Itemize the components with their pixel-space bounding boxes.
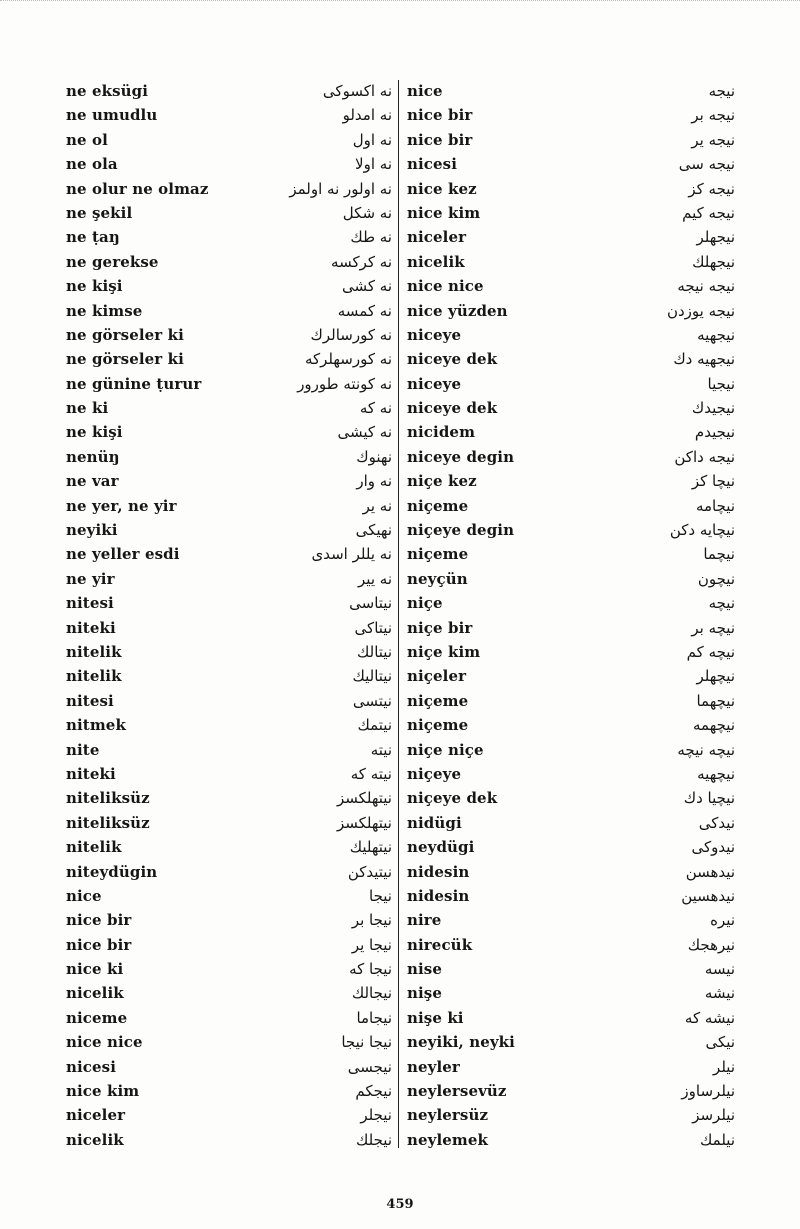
dictionary-entry	[407, 786, 735, 810]
entry-latin: nitesi	[66, 691, 114, 710]
entry-arabic: نيتيدكن	[347, 862, 392, 881]
dictionary-entry	[407, 152, 735, 176]
entry-arabic: نيتهلكسز	[336, 813, 392, 832]
entry-arabic: نه شكل	[342, 203, 392, 222]
entry-arabic: نه كورسهلركه	[304, 350, 392, 369]
entry-latin: neyiki, neyki	[407, 1033, 515, 1052]
dictionary-entry	[66, 591, 396, 615]
entry-arabic: نيتاسى	[349, 594, 392, 613]
entry-latin: niçeye dek	[407, 789, 498, 808]
right-column	[407, 79, 735, 1152]
dictionary-entry	[407, 1055, 735, 1079]
entry-latin: nişe ki	[407, 1008, 464, 1027]
dictionary-entry	[66, 445, 396, 469]
dictionary-entry	[66, 79, 396, 103]
entry-arabic: نه يير	[358, 569, 392, 588]
entry-arabic: نيجكم	[355, 1082, 392, 1101]
column-divider	[398, 80, 399, 1148]
entry-arabic: نيچهمه	[692, 716, 735, 735]
entry-latin: nice bir	[66, 935, 132, 954]
entry-arabic: نيجه يوزدن	[666, 301, 735, 320]
entry-arabic: نيتسى	[352, 691, 392, 710]
dictionary-entry	[407, 396, 735, 420]
entry-arabic: نيچه نيچه	[677, 740, 735, 759]
entry-arabic: نيجيدم	[694, 423, 735, 442]
entry-latin: nice	[66, 886, 102, 905]
entry-latin: nice ki	[66, 960, 124, 979]
dictionary-entry	[66, 933, 396, 957]
dictionary-entry	[66, 396, 396, 420]
entry-latin: ne kişi	[66, 423, 123, 442]
entry-arabic: نيجاما	[356, 1008, 392, 1027]
entry-latin: nice nice	[66, 1033, 143, 1052]
dictionary-entry	[407, 664, 735, 688]
dictionary-entry	[66, 250, 396, 274]
entry-arabic: نيتاليك	[352, 667, 392, 686]
dictionary-entry	[66, 811, 396, 835]
dictionary-entry	[66, 299, 396, 323]
entry-arabic: نيجهيه دك	[673, 350, 735, 369]
entry-latin: niçeme	[407, 545, 469, 564]
entry-arabic: نيلر	[713, 1057, 735, 1076]
entry-latin: ne umudlu	[66, 106, 158, 125]
entry-arabic: نيتاكى	[354, 618, 392, 637]
entry-latin: nice bir	[407, 106, 473, 125]
entry-latin: niçeler	[407, 667, 467, 686]
dictionary-entry	[66, 981, 396, 1005]
entry-latin: niceye dek	[407, 399, 498, 418]
entry-arabic: نيدهسين	[681, 886, 735, 905]
dictionary-entry	[407, 640, 735, 664]
entry-arabic: نه كه	[359, 399, 392, 418]
entry-latin: niçeme	[407, 496, 469, 515]
page-top-edge	[0, 0, 800, 11]
entry-latin: niceme	[66, 1008, 128, 1027]
entry-latin: nice nice	[407, 277, 484, 296]
entry-arabic: نه اول	[352, 130, 392, 149]
dictionary-entry	[407, 469, 735, 493]
entry-latin: nicidem	[407, 423, 476, 442]
entry-arabic: نيچهلر	[696, 667, 735, 686]
entry-latin: niteliksüz	[66, 813, 150, 832]
entry-latin: nice bir	[407, 130, 473, 149]
dictionary-entry	[66, 1079, 396, 1103]
dictionary-entry	[66, 640, 396, 664]
entry-latin: ne şekil	[66, 203, 133, 222]
dictionary-entry	[66, 689, 396, 713]
entry-arabic: نيچما	[703, 545, 735, 564]
entry-arabic: نيرهجك	[687, 935, 735, 954]
entry-arabic: نيجالك	[351, 984, 392, 1003]
entry-arabic: نيچا كز	[691, 472, 735, 491]
dictionary-entry	[407, 372, 735, 396]
dictionary-entry	[407, 567, 735, 591]
entry-arabic: نهنوك	[356, 447, 392, 466]
dictionary-entry	[66, 542, 396, 566]
entry-arabic: نه طك	[350, 228, 392, 247]
entry-latin: ne yir	[66, 569, 115, 588]
entry-arabic: نيچه	[708, 594, 735, 613]
entry-arabic: نيكى	[705, 1033, 735, 1052]
dictionary-entry	[407, 103, 735, 127]
entry-arabic: نيجه	[708, 82, 735, 100]
dictionary-entry	[66, 957, 396, 981]
entry-latin: neylersevüz	[407, 1082, 507, 1101]
entry-latin: niçeme	[407, 691, 469, 710]
entry-arabic: نيجه نيجه	[677, 277, 735, 296]
entry-arabic: نيتهلكسز	[336, 789, 392, 808]
entry-arabic: نيدهسن	[685, 862, 735, 881]
dictionary-entry	[407, 1079, 735, 1103]
entry-arabic: نيسه	[704, 960, 735, 979]
entry-arabic: نيجا ير	[351, 935, 392, 954]
entry-arabic: نه كمسه	[337, 301, 392, 320]
entry-latin: neyiki	[66, 521, 118, 540]
dictionary-entry	[407, 347, 735, 371]
entry-latin: niteliksüz	[66, 789, 150, 808]
dictionary-entry	[66, 128, 396, 152]
entry-arabic: نيجه كز	[688, 179, 735, 198]
dictionary-entry	[66, 1128, 396, 1152]
dictionary-entry	[407, 79, 735, 103]
dictionary-entry	[66, 738, 396, 762]
entry-latin: nice	[407, 82, 443, 100]
entry-arabic: نيجهلر	[696, 228, 735, 247]
entry-arabic: نيتهليك	[349, 838, 392, 857]
entry-arabic: نيلرسز	[692, 1106, 735, 1125]
dictionary-entry	[407, 128, 735, 152]
entry-latin: niçe bir	[407, 618, 473, 637]
entry-arabic: نه كونته طورور	[297, 374, 392, 393]
dictionary-entry	[66, 1030, 396, 1054]
entry-latin: niceye	[407, 374, 462, 393]
entry-latin: nidügi	[407, 813, 462, 832]
entry-arabic: نيچامه	[695, 496, 735, 515]
dictionary-entry	[407, 762, 735, 786]
entry-latin: niçeme	[407, 716, 469, 735]
entry-latin: nice kim	[407, 203, 481, 222]
dictionary-entry	[407, 591, 735, 615]
entry-arabic: نهيكى	[355, 521, 392, 540]
entry-arabic: نه كورسالرك	[310, 325, 392, 344]
dictionary-entry	[66, 860, 396, 884]
entry-latin: niteydügin	[66, 862, 158, 881]
entry-latin: nitelik	[66, 667, 122, 686]
entry-latin: nicesi	[66, 1057, 117, 1076]
dictionary-entry	[66, 762, 396, 786]
entry-latin: niçeye degin	[407, 521, 515, 540]
entry-latin: ne yeller esdi	[66, 545, 180, 564]
entry-latin: ne var	[66, 472, 119, 491]
dictionary-entry	[407, 860, 735, 884]
entry-latin: ne kimse	[66, 301, 143, 320]
entry-latin: nirecük	[407, 935, 473, 954]
dictionary-entry	[407, 201, 735, 225]
dictionary-entry	[66, 177, 396, 201]
entry-arabic: نيتمك	[357, 716, 392, 735]
entry-arabic: نيدوكى	[691, 838, 735, 857]
left-column	[66, 79, 396, 1152]
dictionary-entry	[66, 469, 396, 493]
entry-arabic: نه اكسوكى	[322, 82, 392, 100]
dictionary-entry	[407, 225, 735, 249]
entry-latin: nicesi	[407, 155, 458, 174]
entry-latin: ne eksügi	[66, 82, 149, 100]
dictionary-entry	[407, 933, 735, 957]
entry-arabic: نيجسى	[347, 1057, 392, 1076]
entry-latin: ne gerekse	[66, 252, 159, 271]
dictionary-entry	[66, 664, 396, 688]
dictionary-entry	[407, 957, 735, 981]
dictionary-entry	[66, 884, 396, 908]
entry-arabic: نيدكى	[698, 813, 735, 832]
entry-arabic: نه اولا	[355, 155, 392, 174]
entry-latin: ne görseler ki	[66, 325, 184, 344]
entry-arabic: نيچهيه	[697, 764, 735, 783]
entry-arabic: نيجا	[369, 886, 392, 905]
dictionary-entry	[66, 225, 396, 249]
entry-latin: niçe kez	[407, 472, 477, 491]
dictionary-entry	[407, 811, 735, 835]
entry-latin: neylersüz	[407, 1106, 489, 1125]
dictionary-entry	[66, 567, 396, 591]
dictionary-entry	[407, 445, 735, 469]
entry-arabic: نيجه ير	[691, 130, 735, 149]
entry-latin: niceye	[407, 325, 462, 344]
entry-latin: niçe kim	[407, 642, 481, 661]
entry-latin: nite	[66, 740, 100, 759]
dictionary-entry	[407, 1030, 735, 1054]
dictionary-entry	[66, 1006, 396, 1030]
dictionary-entry	[407, 713, 735, 737]
entry-latin: nice bir	[66, 911, 132, 930]
dictionary-entry	[407, 616, 735, 640]
dictionary-entry	[66, 1055, 396, 1079]
entry-arabic: نيچه بر	[691, 618, 735, 637]
dictionary-entry	[407, 250, 735, 274]
entry-latin: ne kişi	[66, 277, 123, 296]
dictionary-entry	[407, 542, 735, 566]
entry-arabic: نيجلك	[356, 1130, 392, 1149]
entry-arabic: نيجا بر	[351, 911, 392, 930]
dictionary-entry	[407, 274, 735, 298]
entry-arabic: نه يللر اسدى	[311, 545, 392, 564]
entry-latin: niceler	[66, 1106, 126, 1125]
entry-arabic: نيجه بر	[691, 106, 735, 125]
entry-latin: ne günine ṭurur	[66, 374, 202, 393]
entry-latin: nidesin	[407, 862, 470, 881]
dictionary-entry	[66, 103, 396, 127]
entry-latin: nişe	[407, 984, 442, 1003]
dictionary-entry	[66, 786, 396, 810]
dictionary-entry	[407, 177, 735, 201]
entry-arabic: نيجه سى	[678, 155, 735, 174]
entry-latin: nitmek	[66, 716, 126, 735]
entry-latin: nidesin	[407, 886, 470, 905]
entry-arabic: نيلمك	[700, 1130, 735, 1149]
entry-latin: nenüŋ	[66, 447, 120, 466]
dictionary-entry	[407, 689, 735, 713]
entry-arabic: نيجهلك	[692, 252, 735, 271]
entry-arabic: نه كيشى	[337, 423, 392, 442]
entry-arabic: نيشه كه	[684, 1008, 735, 1027]
dictionary-entry	[407, 738, 735, 762]
dictionary-entry	[66, 201, 396, 225]
entry-latin: niceye degin	[407, 447, 515, 466]
dictionary-entry	[407, 299, 735, 323]
dictionary-entry	[66, 494, 396, 518]
dictionary-entry	[66, 152, 396, 176]
dictionary-entry	[66, 372, 396, 396]
entry-arabic: نيجهيه	[697, 325, 735, 344]
entry-arabic: نيچون	[697, 569, 735, 588]
entry-arabic: نيجه داكن	[674, 447, 735, 466]
entry-latin: niteki	[66, 618, 116, 637]
entry-latin: neydügi	[407, 838, 475, 857]
entry-latin: nicelik	[407, 252, 465, 271]
dictionary-entry	[66, 835, 396, 859]
entry-latin: neylemek	[407, 1130, 489, 1149]
entry-arabic: نيجا نيجا	[341, 1033, 392, 1052]
entry-arabic: نه اولور نه اولمز	[289, 179, 392, 198]
dictionary-entry	[66, 347, 396, 371]
entry-arabic: نيجلر	[360, 1106, 392, 1125]
dictionary-entry	[66, 1103, 396, 1127]
entry-latin: niteki	[66, 764, 116, 783]
dictionary-entry	[407, 323, 735, 347]
entry-arabic: نيجه كيم	[682, 203, 735, 222]
entry-latin: niçeye	[407, 764, 462, 783]
entry-arabic: نيته كه	[350, 764, 392, 783]
entry-latin: ne ola	[66, 155, 118, 174]
entry-latin: nitelik	[66, 642, 122, 661]
entry-latin: nitelik	[66, 838, 122, 857]
dictionary-entry	[407, 1128, 735, 1152]
entry-latin: neyçün	[407, 569, 468, 588]
dictionary-entry	[407, 981, 735, 1005]
entry-latin: ne ol	[66, 130, 108, 149]
entry-arabic: نيلرساوز	[681, 1082, 735, 1101]
entry-latin: nitesi	[66, 594, 114, 613]
entry-latin: ne olur ne olmaz	[66, 179, 209, 198]
entry-arabic: نه ير	[362, 496, 392, 515]
dictionary-entry	[407, 420, 735, 444]
entry-arabic: نيجيا	[707, 374, 735, 393]
dictionary-entry	[66, 713, 396, 737]
entry-arabic: نه كشى	[341, 277, 392, 296]
entry-arabic: نيچه كم	[686, 642, 735, 661]
entry-arabic: نيچهما	[696, 691, 735, 710]
dictionary-entry	[66, 518, 396, 542]
dictionary-entry	[66, 323, 396, 347]
dictionary-entry	[407, 494, 735, 518]
dictionary-entry	[407, 518, 735, 542]
entry-latin: niçe niçe	[407, 740, 484, 759]
page-number: 459	[386, 1197, 414, 1212]
entry-arabic: نيره	[710, 911, 735, 930]
dictionary-entry	[407, 908, 735, 932]
entry-latin: nise	[407, 960, 442, 979]
entry-arabic: نيتالك	[356, 642, 392, 661]
entry-latin: nice yüzden	[407, 301, 508, 320]
dictionary-entry	[66, 274, 396, 298]
entry-latin: ne yer, ne yir	[66, 496, 177, 515]
entry-latin: ne ki	[66, 399, 109, 418]
dictionary-entry	[66, 908, 396, 932]
dictionary-entry	[407, 1103, 735, 1127]
dictionary-entry	[407, 1006, 735, 1030]
entry-arabic: نيشه	[704, 984, 735, 1003]
entry-latin: nire	[407, 911, 442, 930]
dictionary-entry	[66, 616, 396, 640]
entry-arabic: نه كركسه	[331, 252, 392, 271]
entry-latin: ne görseler ki	[66, 350, 184, 369]
entry-latin: nicelik	[66, 1130, 124, 1149]
entry-latin: nice kim	[66, 1082, 140, 1101]
entry-latin: ne ṭaŋ	[66, 228, 120, 247]
entry-arabic: نه امدلو	[342, 106, 392, 125]
dictionary-entry	[66, 420, 396, 444]
entry-latin: niceye dek	[407, 350, 498, 369]
entry-latin: nice kez	[407, 179, 477, 198]
entry-arabic: نيجا كه	[349, 960, 392, 979]
dictionary-entry	[407, 884, 735, 908]
entry-arabic: نيته	[370, 740, 392, 759]
entry-latin: niceler	[407, 228, 467, 247]
entry-latin: neyler	[407, 1057, 460, 1076]
entry-arabic: نيچيا دك	[683, 789, 735, 808]
entry-arabic: نه وار	[356, 472, 392, 491]
entry-arabic: نيچايه دكن	[669, 521, 735, 540]
entry-latin: niçe	[407, 594, 443, 613]
entry-latin: nicelik	[66, 984, 124, 1003]
entry-arabic: نيجيدك	[691, 399, 735, 418]
dictionary-entry	[407, 835, 735, 859]
